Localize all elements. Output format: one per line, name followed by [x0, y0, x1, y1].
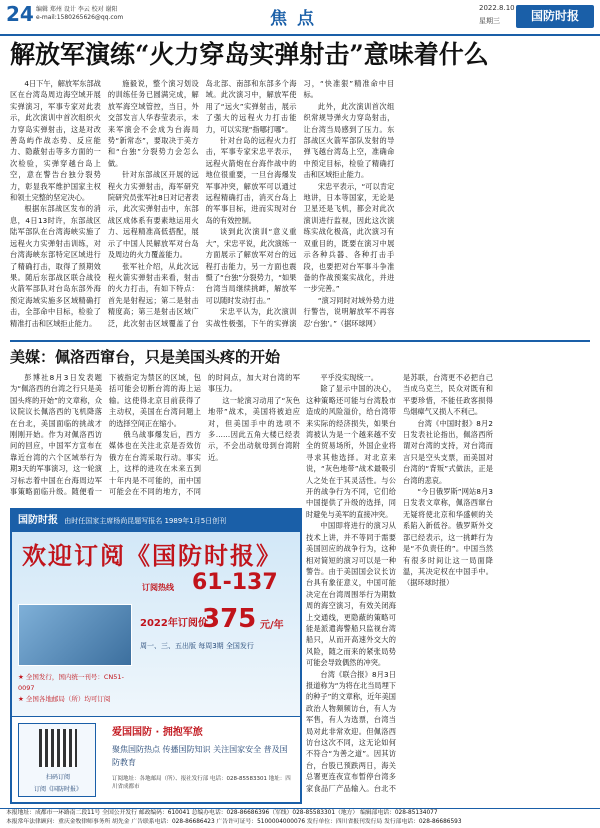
- ad-banner-text: 由时任国家主席杨尚昆题写报名 1989年1月5日创刊: [64, 517, 227, 525]
- ad-price: 375: [202, 604, 257, 634]
- article-paragraph: 这一轮演习动用了“灰色地带”战术，美国将被迫应对，但美国手中的选项不多……因此五角大楼已经表示，不会出动航母到台湾附近。: [208, 395, 300, 462]
- ad-title: 欢迎订阅《国防时报》: [22, 541, 282, 570]
- section-divider: [10, 340, 590, 342]
- ad-year-label: 2022年订阅价: [140, 618, 208, 629]
- article-paragraph: 针对台岛的远程火力打击，军事专家宋忠平表示，远程火箭炮在台海作战中的地位很重要，一旦台海爆发军事冲突，解放军可以通过远程精确打击，消灭台岛上的军事目标，进而实现对台岛的有效控制。: [205, 136, 297, 225]
- article-pelosi-left: [10, 372, 300, 502]
- article-paragraph: 施毅说，整个演习划设的训练任务已圆满完成，解放军海空域管控，当日，外交部发言人华春莹表示，未来军演会不会成为台海局势“新常态”，要取决于美方和“台独”分裂势力会怎么做。: [107, 79, 199, 168]
- ad-slogan: 爱国国防 · 拥抱军旅: [112, 727, 203, 738]
- ad-schedule: 周一、三、五出版 每周3期 全国发行: [140, 642, 254, 650]
- ad-qr-label: 订阅《国防时报》: [33, 786, 82, 793]
- ad-contact: 订阅地址：各地邮局（所）、报社发行部 电话：028-85583301 地址：四川省成都市: [112, 776, 291, 790]
- masthead: [0, 0, 600, 36]
- issue-weekday: 星期三: [479, 17, 500, 25]
- ad-banner-logo: 国防时报: [18, 515, 58, 526]
- ad-code-line: ★ 全国各地邮局（所）均可订阅: [18, 695, 111, 703]
- article-paragraph: 4日下午，解放军东部战区在台湾岛周边海空域开展实弹演习，军事专家对此表示，此次演训中首次组织火力穿岛实弹射击，这是对改善岛屿作战态势、反应能力、隐蔽射击等多方面的一次检验，实弹穿越台岛上空，意在警告台独分裂势力，彰显我军维护国家主权和领土完整的坚定决心。: [10, 79, 101, 203]
- article-paragraph: “今日俄罗斯”网站8月3日发表文章称，佩洛西窜台无疑将使北京和华盛顿的关系陷入新低谷。俄罗斯外交部已经表示，这一挑衅行为是“不负责任的”。中国当然有很多时间让这一局面降温，其决定权在中国手中。（据环球时报）: [403, 487, 493, 588]
- section-title: 焦点: [270, 9, 324, 29]
- qr-code-icon[interactable]: [39, 729, 77, 767]
- article-paragraph: 宋忠平认为，此次演训实战性极强，下午的实弹演习，“快准狠”精准命中目标。: [205, 79, 395, 328]
- ad-code-line: ★ 全国发行，国内统一刊号：CN51-0097: [18, 673, 124, 692]
- ad-bottom-panel: [12, 716, 300, 802]
- ad-military-photo: [18, 604, 132, 666]
- footer-line: 本报常年法律顾问：重庆金牧律师事务所 胡先金 广告联系电话：028-86686423 广告许可证号：5100004000076 发行单位：四川省报刊发行局 发行部电话：028-86686593: [6, 819, 462, 825]
- article-paragraph: 谈到此次演训“意义重大”，宋忠平说，此次演练一方面展示了解放军对台的远程打击能力，另一方面也震慑了“台独”分裂势力，“如果台湾当局继续挑衅，解放军可以随时发动打击。”: [205, 227, 297, 305]
- article-paragraph: 除了显示中国的决心，这种策略还可能与台湾股市造成的风险溢价，给台湾带来实际的经济损失，如果台湾被认为是一个越来越不安全的贸易场所，外国企业将寻求其他选择。对北京来说，“灰色地带”战术最吸引人之处在于其灵活性。与公开的战争行为不同，它们给中国提供了升级的选择，同时避免与美军的直接冲突。: [306, 384, 396, 519]
- ad-price-unit: 元/年: [260, 620, 284, 631]
- article-pelosi-right: [306, 372, 590, 804]
- article-paragraph: 根据东部战区发布的消息，4日13时许，东部战区陆军部队在台湾海峡实施了远程火力实弹射击训练，对台湾海峡东部特定区域进行了精确打击，取得了预期效果。随后东部战区联合战役火箭军部队对台岛东部外海预定海域实施多区域精确打击，全部命中目标，检验了精准打击和区域拒止能力。: [10, 204, 101, 328]
- article-paragraph: 张军社介绍，从此次远程火箭实弹射击来看，射击的火力打击，有如下特点：首先是射程远；第二是射击精度高；第三是射击区域广泛，此次射击区域覆盖了台岛北部、南部和东部多个海域。此次演习中，解放军使用了“远火”实弹射击，展示了强大的远程火力打击能力，可以实现“指哪打哪”。: [107, 79, 297, 328]
- article-paragraph: 台湾《中国时报》8月2日发表社论指出，佩洛西所谓对台湾的支持，对台湾而言只是空头支票，而美国对台湾的“背叛”式做法，正是台湾的悲哀。: [403, 418, 493, 485]
- main-headline: 解放军演练“火力穿岛实弹射击”意味着什么: [10, 40, 489, 69]
- newspaper-logo: 国防时报: [516, 5, 594, 28]
- page-footer: [0, 808, 600, 828]
- article-paragraph: 宋忠平表示，“可以肯定地讲，日本等国家，无论是卫星还是飞机，都会对此次演训进行监视，因此这次演练实战化极高，此次演习有双重目的，既要在演习中展示各种兵器、各种打击手段，也要把对台军事斗争准备的作战预案实战化，并进一步完善。”: [303, 181, 395, 294]
- article-paragraph: 台湾《联合报》8月3日报道称为“为将在北当局埋下的种子”的文章称，近年美国政治人物频频访台，有人为军售，有人为选票，台湾当局对此非常欢迎。但佩洛西访台这次不同，这无论如何不符合“为善之道”。因其访台，台股已预跌两日，海关总署更连夜宣布暂停台湾多家食品厂产品输入。台北不是苏联，台湾更不必把自己当成乌克兰，民众对既有和平要珍惜，不能任政客损得鸟烟瘴气又损人不利己。: [306, 373, 493, 793]
- second-headline: 美媒：佩洛西窜台，只是美国头疼的开始: [10, 348, 281, 366]
- article-paragraph: 中国即将进行的演习从技术上讲，并不等同于需要美国回应的战争行为，这种相对简短的演习可以是一种警告。由于美国国会议长访台具有象征意义，中国可能决定在台湾周围举行为期数周的海空演习，有效关闭海上交通线，更隐蔽的策略可能是派遣海警船只监视台湾船只，从而开高速外交大的风险，随之而来的紧张局势可能会导致偶然的冲突。: [306, 521, 396, 668]
- subscription-ad[interactable]: [10, 508, 302, 804]
- article-paragraph: 此外，此次演训首次组织常规导弹火力穿岛射击，让台湾当局感到了压力。东部战区火箭军部队发射的导弹飞越台湾岛上空，准确命中预定目标，检验了精确打击和区域拒止能力。: [303, 101, 395, 180]
- page-number: 24: [6, 2, 34, 26]
- article-paragraph: 平乎没实现统一。: [320, 373, 378, 382]
- footer-line: 本报地址：成都市一环路南二段11号 全国公开发行 邮政编码：610041 总编办电话：028-86686396（军线）028-85583301（地方） 编辑部电话：028-85134077: [6, 810, 438, 816]
- ad-banner: [12, 510, 300, 532]
- article-paragraph: 俄乌战事爆发后，西方媒体也在关注北京是否效仿俄方在台湾采取行动。事实上，这样的进攻在未来五到十年内是不可能的，而中国可能会在不同的地方，不同的时间点，加大对台湾的军事压力。: [109, 373, 300, 497]
- ad-qr-label: 扫码订阅: [45, 774, 70, 781]
- editor-email[interactable]: e-mail:1580265626@qq.com: [36, 14, 124, 21]
- ad-hotline-label: 订阅热线: [142, 583, 174, 592]
- ad-hotline-number: 61-137: [192, 570, 278, 595]
- article-live-fire-drill: [10, 78, 590, 336]
- article-paragraph: 针对东部战区开展的远程火力实弹射击，海军研究院研究员张军社8日对记者表示，此次实弹射击中，东部战区成体系有要素地运用火力、远程精准高低搭配，展示了中国人民解放军对台岛及周边的火力覆盖能力。: [107, 170, 199, 260]
- ad-qr-box[interactable]: [18, 723, 96, 797]
- article-paragraph: “演习同时对域外势力进行警告，说明解放军不再容忍‘台独’。”（据环球网）: [303, 295, 395, 328]
- issue-date: 2022.8.10: [479, 4, 515, 12]
- ad-slogan-sub: 聚焦国防热点 传播国防知识 关注国家安全 普及国防教育: [112, 745, 288, 767]
- editor-credits: 编辑 郑州 设计 李云 校对 谢阳: [36, 6, 118, 13]
- ad-codes: [18, 672, 138, 705]
- article-paragraph: 彭博社8月3日发表题为“佩洛西的台湾之行只是美国头疼的开始”的文章称，众议院议长佩洛西的飞机降落在台北，美国面临的挑战才刚刚开始。作为对佩洛西访问的回应，中国军方宣布在靠近台湾的六个区域举行为期3天的军事演习，这一轮演习标志着中国在台海周边军事策略面临升级。随便看一下被指定为禁区的区域，包括可能会切断台湾的海上运输。这使得北京目前获得了主动权，美国在台湾问题上的选择空间正在缩小。: [10, 373, 201, 497]
